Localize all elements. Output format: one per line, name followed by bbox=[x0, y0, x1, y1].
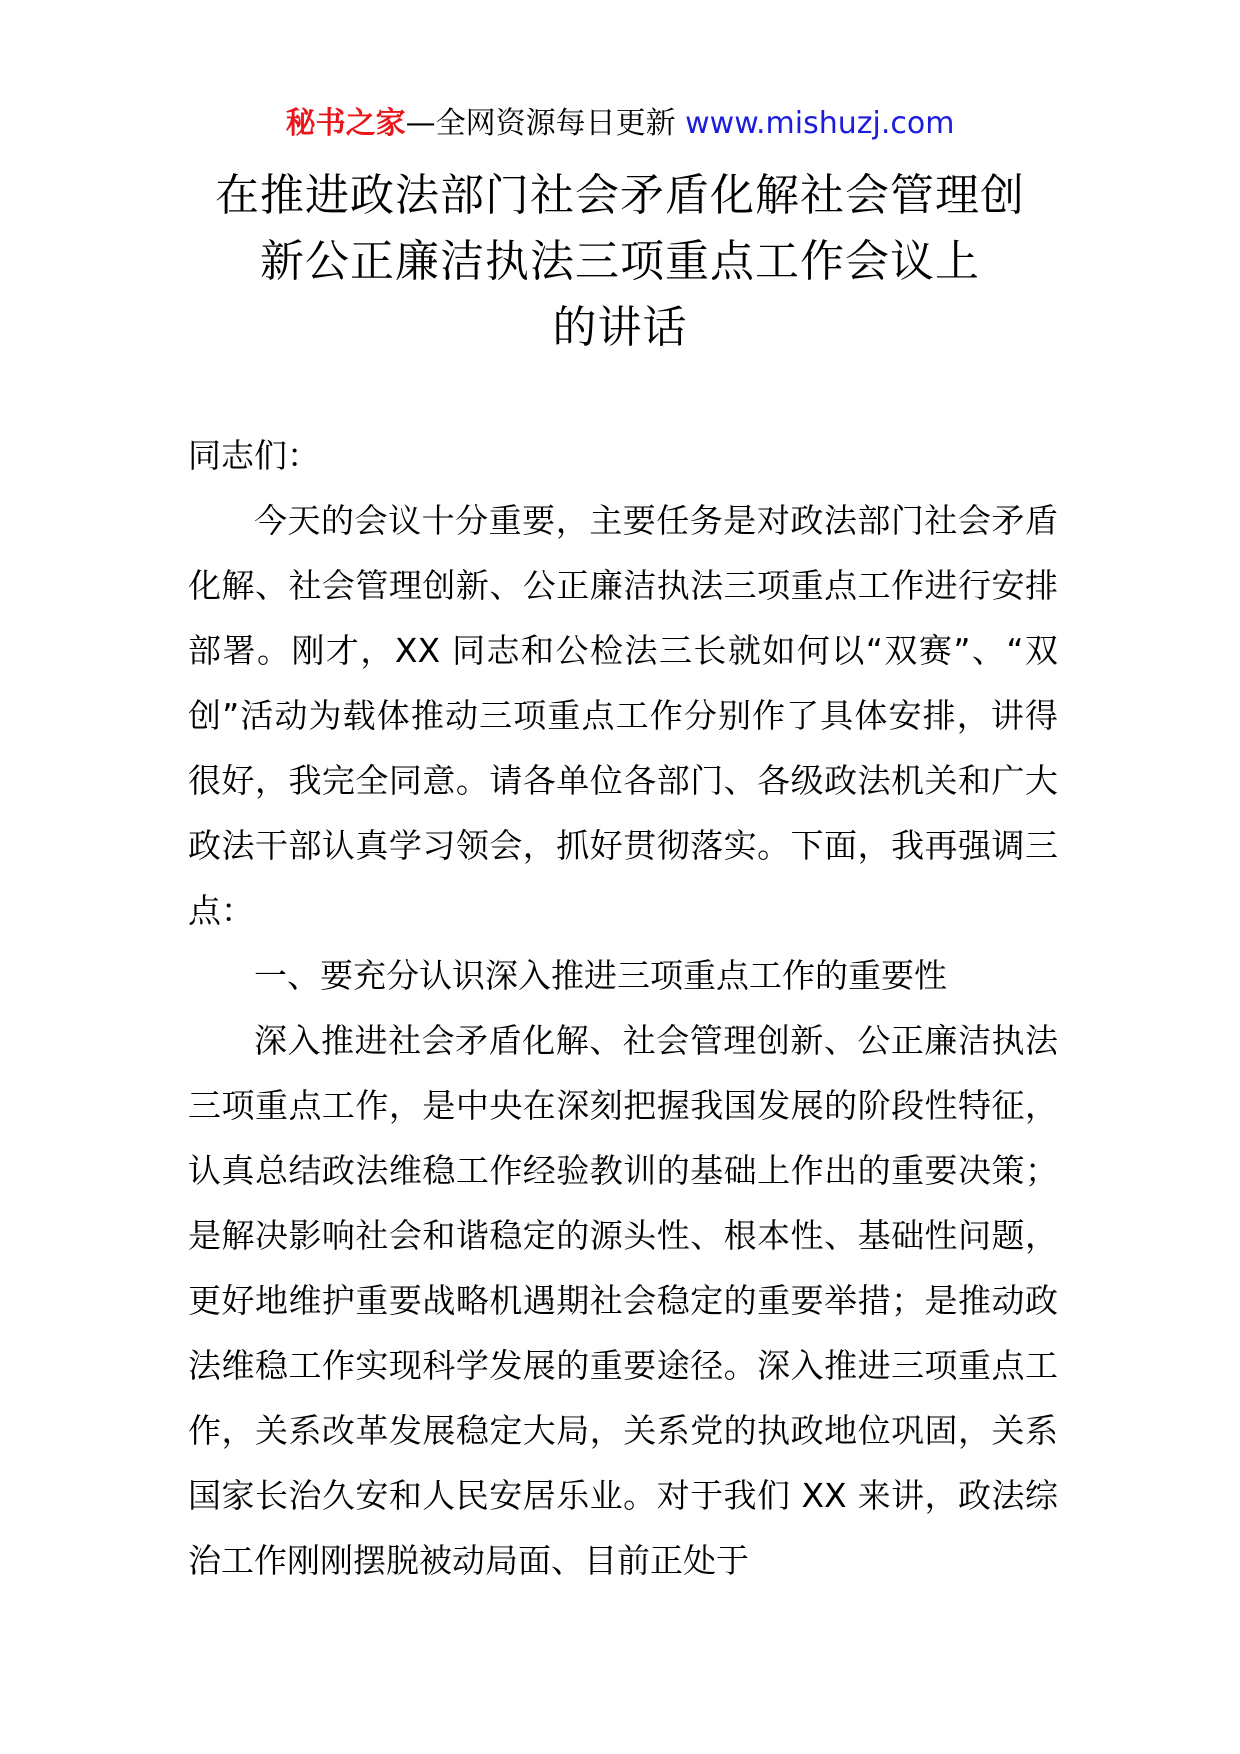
title-line-2: 新公正廉洁执法三项重点工作会议上 bbox=[260, 236, 980, 287]
site-url-link[interactable]: www.mishuzj.com bbox=[685, 106, 955, 141]
paragraph-intro: 今天的会议十分重要，主要任务是对政法部门社会矛盾化解、社会管理创新、公正廉洁执法三项重点工作进行安排部署。刚才，XX 同志和公检法三长就如何以“双赛”、“双创”活动为载体推动三项重点工作分别作了具体安排，讲得很好，我完全同意。请各单位各部门、各级政法机关和广大政法干部认真学习领会，抓好贯彻落实。下面，我再强调三点： bbox=[188, 501, 1058, 930]
brand-name: 秘书之家 bbox=[285, 106, 406, 141]
document-title bbox=[0, 163, 1240, 361]
title-line-1: 在推进政法部门社会矛盾化解社会管理创 bbox=[215, 170, 1025, 221]
header-tagline: —全网资源每日更新 bbox=[405, 106, 686, 141]
document-body bbox=[188, 423, 1058, 1593]
section-heading-1: 一、要充分认识深入推进三项重点工作的重要性 bbox=[254, 956, 947, 995]
title-line-3: 的讲话 bbox=[552, 302, 688, 353]
paragraph-section-1: 深入推进社会矛盾化解、社会管理创新、公正廉洁执法三项重点工作，是中央在深刻把握我国发展的阶段性特征，认真总结政法维稳工作经验教训的基础上作出的重要决策；是解决影响社会和谐稳定的源头性、根本性、基础性问题，更好地维护重要战略机遇期社会稳定的重要举措；是推动政法维稳工作实现科学发展的重要途径。深入推进三项重点工作，关系改革发展稳定大局，关系党的执政地位巩固，关系国家长治久安和人民安居乐业。对于我们 XX 来讲，政法综治工作刚刚摆脱被动局面、目前正处于 bbox=[188, 1021, 1058, 1580]
site-header bbox=[0, 104, 1240, 144]
salutation: 同志们： bbox=[188, 436, 320, 475]
